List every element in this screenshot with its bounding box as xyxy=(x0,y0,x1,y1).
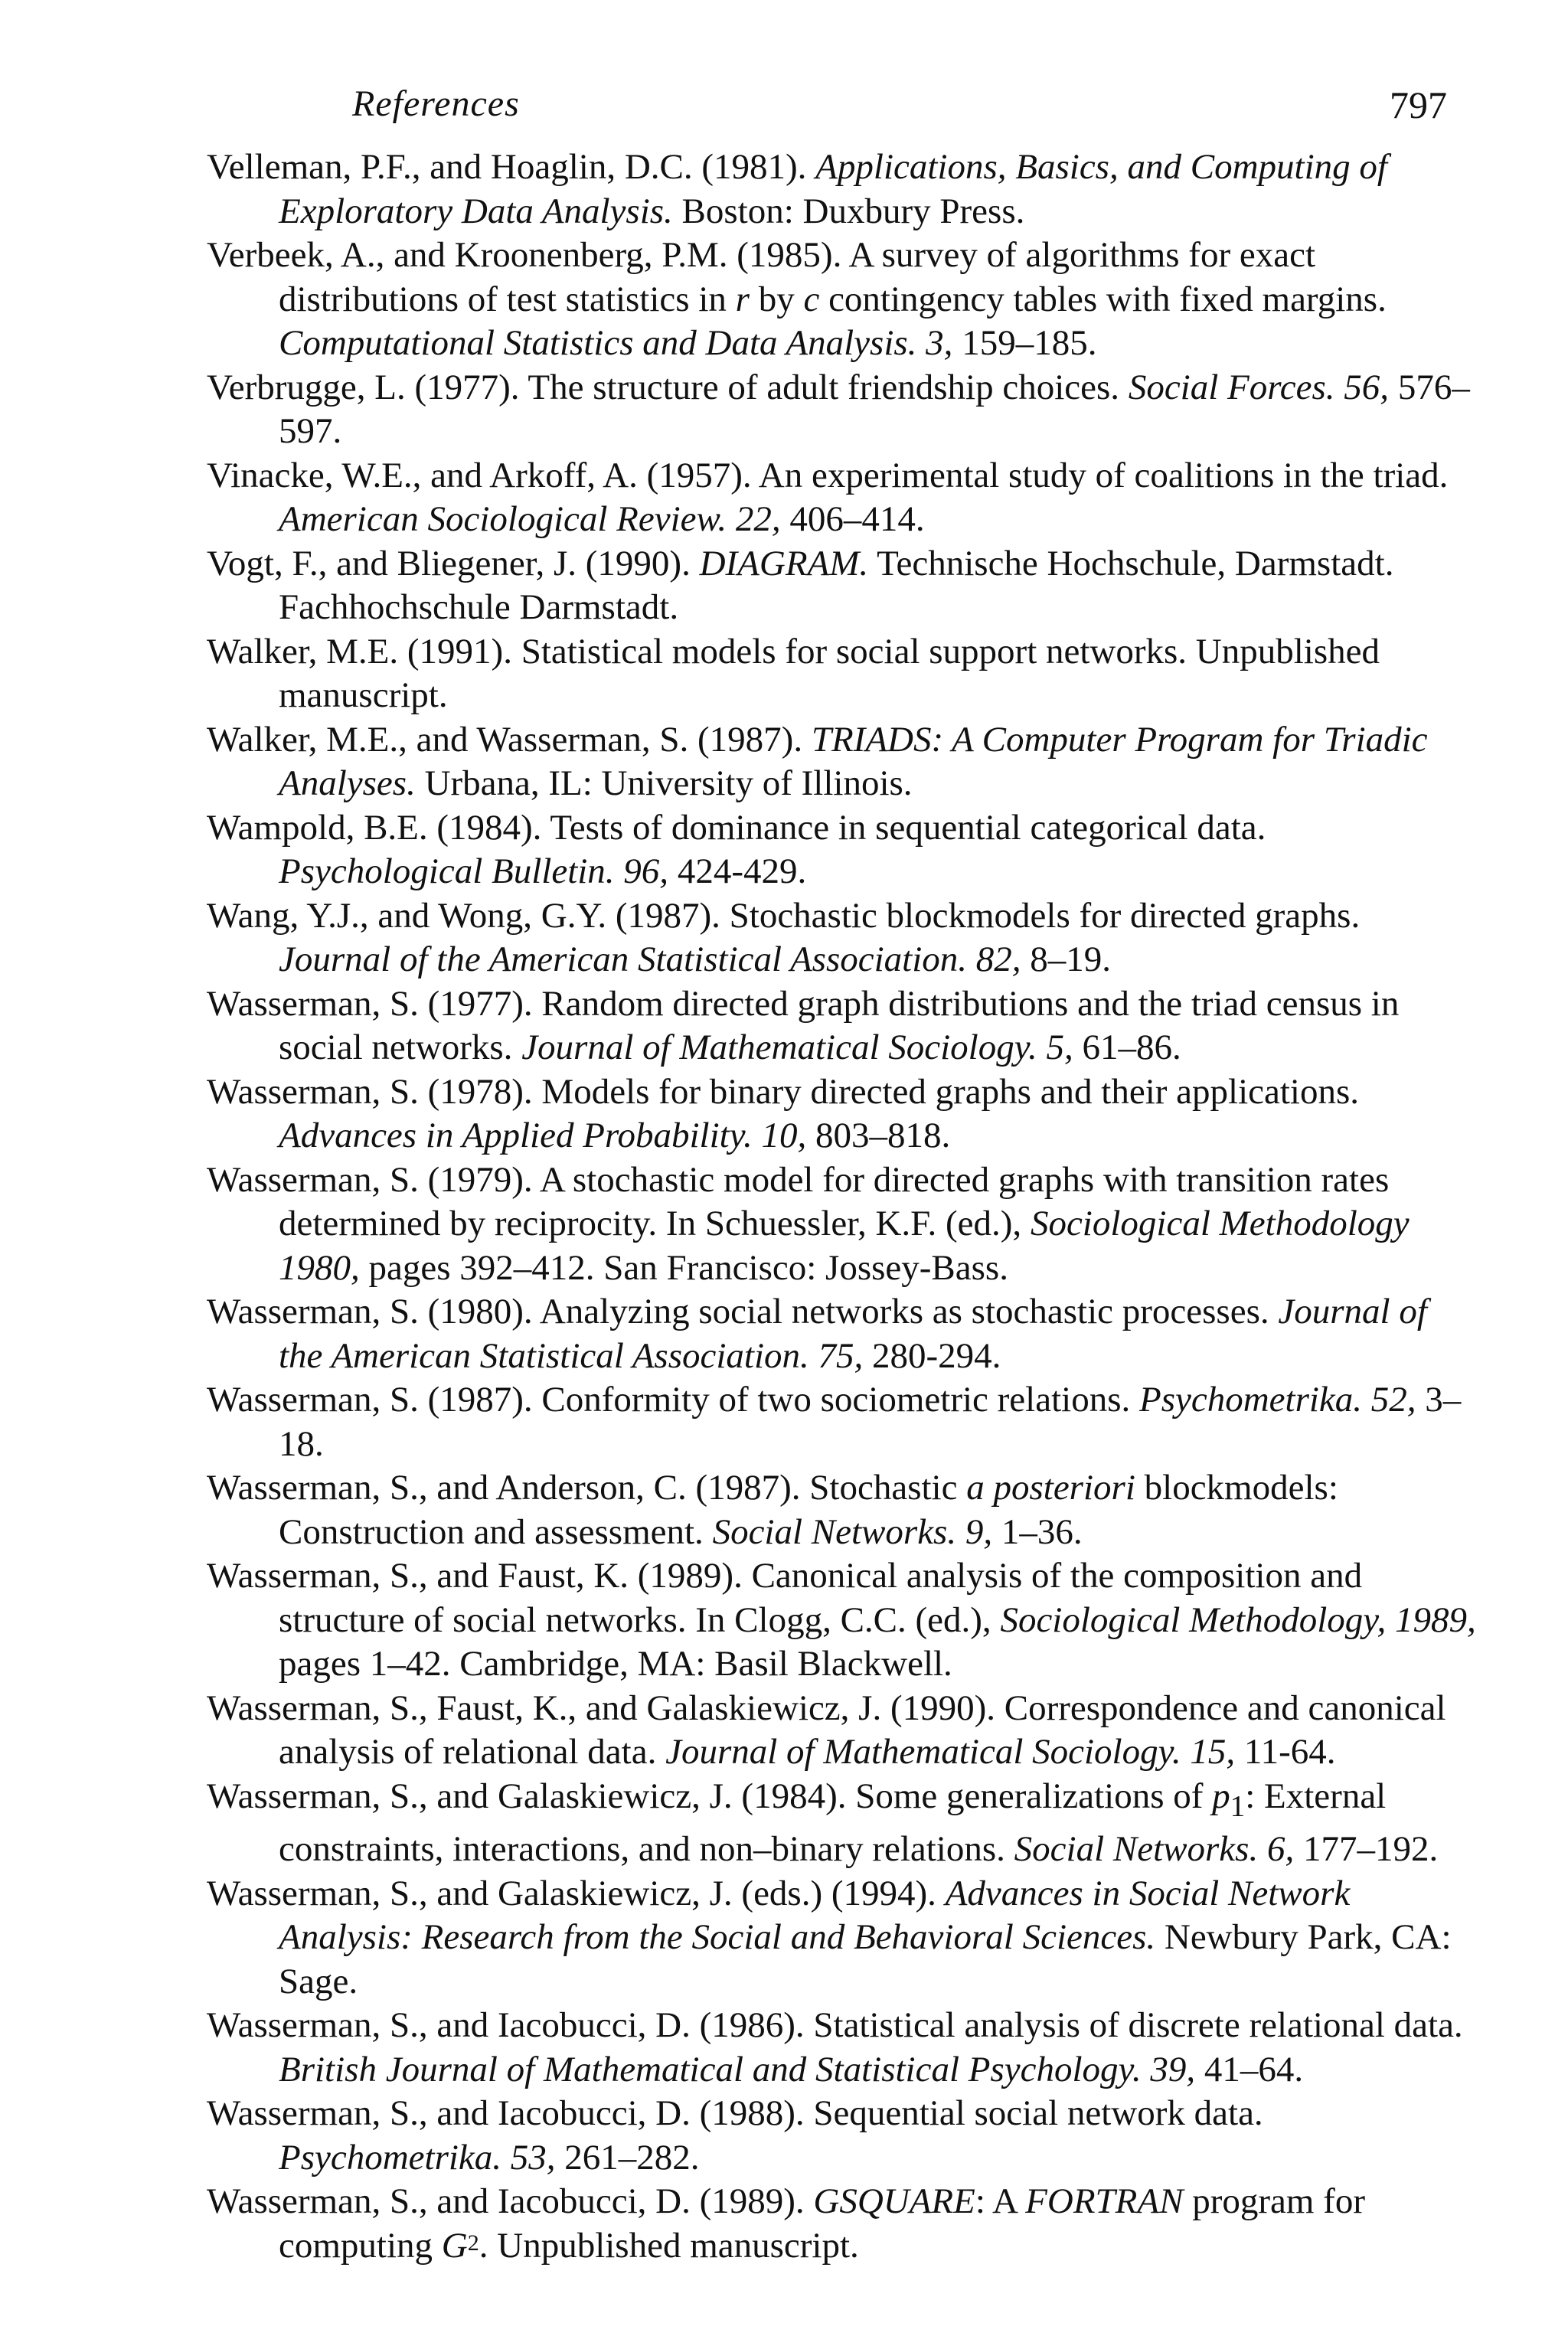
reference-text: 41–64. xyxy=(1195,2049,1304,2089)
reference-italic: British Journal of Mathematical and Statistical Psychology. 39, xyxy=(279,2049,1196,2089)
reference-text: 280-294. xyxy=(863,1335,1001,1376)
reference-italic: Computational Statistics and Data Analysis. 3, xyxy=(279,323,953,363)
reference-italic: DIAGRAM. xyxy=(699,543,869,583)
reference-italic: Journal of Mathematical Sociology. 5, xyxy=(521,1028,1073,1067)
reference-text: 3–18. xyxy=(279,1380,1462,1464)
reference-text: 1–36. xyxy=(992,1511,1083,1552)
reference-italic: a posteriori xyxy=(966,1468,1135,1508)
reference-entry xyxy=(207,1775,1478,1872)
reference-text: 424-429. xyxy=(668,851,807,891)
running-head xyxy=(345,83,1447,136)
reference-text: Vogt, F., and Bliegener, J. (1990). xyxy=(207,543,700,583)
reference-text: Wasserman, S., and Anderson, C. (1987). Stochastic xyxy=(207,1468,967,1508)
reference-text: 177–192. xyxy=(1294,1829,1439,1870)
reference-text: : A xyxy=(975,2181,1026,2222)
reference-text: Wasserman, S., and Galaskiewicz, J. (1984). Some generalizations of xyxy=(207,1776,1213,1816)
reference-subscript: 1 xyxy=(1230,1789,1246,1822)
reference-italic: Advances in Applied Probability. 10, xyxy=(279,1116,807,1155)
reference-italic: Applications, Basics, and Computing of Exploratory Data Analysis. xyxy=(279,147,1387,231)
reference-text: : External constraints, interactions, and non–binary relations. xyxy=(279,1776,1387,1870)
reference-entry xyxy=(207,1872,1478,2004)
reference-text: Technische Hochschule, Darmstadt. Fachhochschule Darmstadt. xyxy=(279,543,1394,627)
reference-text: pages 392–412. San Francisco: Jossey-Bass. xyxy=(359,1247,1008,1288)
reference-entry xyxy=(207,1687,1478,1775)
reference-entry xyxy=(207,542,1478,630)
reference-italic: Sociological Methodology, 1989, xyxy=(1000,1599,1476,1640)
reference-text: 11-64. xyxy=(1235,1732,1336,1772)
reference-text: Vinacke, W.E., and Arkoff, A. (1957). An experimental study of coalitions in the triad. xyxy=(207,455,1449,495)
reference-text: 576–597. xyxy=(279,367,1470,451)
reference-text: 61–86. xyxy=(1073,1028,1181,1067)
reference-entry xyxy=(207,454,1478,542)
reference-italic: FORTRAN xyxy=(1025,2181,1184,2222)
reference-text: program for computing xyxy=(279,2181,1365,2266)
reference-text: pages 1–42. Cambridge, MA: Basil Blackwell. xyxy=(279,1644,952,1684)
reference-text: blockmodels: Construction and assessment. xyxy=(279,1468,1338,1552)
running-title: References xyxy=(352,83,520,124)
reference-entry xyxy=(207,1290,1478,1378)
reference-italic: Advances in Social Network Analysis: Research from the Social and Behavioral Sciences. xyxy=(279,1873,1351,1958)
reference-text: Urbana, IL: University of Illinois. xyxy=(415,763,913,803)
reference-text: 803–818. xyxy=(806,1116,951,1155)
reference-italic: r xyxy=(735,279,750,319)
reference-italic: Journal of the American Statistical Association. 82, xyxy=(279,939,1021,979)
reference-entry xyxy=(207,894,1478,982)
reference-text: Verbrugge, L. (1977). The structure of adult friendship choices. xyxy=(207,367,1129,407)
reference-italic: c xyxy=(803,279,820,319)
reference-italic: Social Networks. 9, xyxy=(712,1511,993,1552)
reference-italic: American Sociological Review. 22, xyxy=(279,499,781,539)
page-number: 797 xyxy=(1390,83,1447,126)
reference-entry xyxy=(207,718,1478,806)
reference-italic: p xyxy=(1212,1776,1230,1816)
reference-italic: G xyxy=(441,2225,468,2266)
reference-text: 8–19. xyxy=(1021,939,1112,979)
reference-text: Wasserman, S., and Iacobucci, D. (1989). xyxy=(207,2181,814,2222)
reference-text: Walker, M.E., and Wasserman, S. (1987). xyxy=(207,719,812,760)
reference-text: Walker, M.E. (1991). Statistical models for social support networks. Unpublished manuscript. xyxy=(207,631,1380,715)
reference-entry xyxy=(207,1378,1478,1466)
reference-entry xyxy=(207,1554,1478,1687)
reference-text: Wasserman, S. (1980). Analyzing social networks as stochastic processes. xyxy=(207,1292,1279,1331)
reference-text: contingency tables with fixed margins. xyxy=(819,279,1387,319)
reference-entry xyxy=(207,2092,1478,2180)
reference-italic: Psychometrika. 52, xyxy=(1138,1380,1416,1420)
reference-text: Wasserman, S. (1977). Random directed graph distributions and the triad census in social networks. xyxy=(207,983,1400,1067)
reference-text: Wasserman, S., and Iacobucci, D. (1988). Sequential social network data. xyxy=(207,2093,1263,2134)
reference-text: . Unpublished manuscript. xyxy=(479,2225,859,2266)
reference-text: 261–282. xyxy=(555,2137,700,2178)
reference-entry xyxy=(207,1158,1478,1291)
reference-italic: GSQUARE xyxy=(813,2181,975,2222)
reference-text: Boston: Duxbury Press. xyxy=(672,191,1025,231)
reference-text: Wasserman, S., and Iacobucci, D. (1986). Statistical analysis of discrete relational data. xyxy=(207,2005,1463,2046)
reference-superscript: 2 xyxy=(467,2230,479,2256)
reference-text: Wampold, B.E. (1984). Tests of dominance in sequential categorical data. xyxy=(207,807,1266,848)
reference-italic: Psychological Bulletin. 96, xyxy=(279,851,669,891)
reference-italic: Sociological Methodology 1980, xyxy=(279,1204,1410,1288)
reference-italic: Psychometrika. 53, xyxy=(279,2137,556,2178)
reference-entry xyxy=(207,2004,1478,2092)
reference-text: Wasserman, S., and Faust, K. (1989). Canonical analysis of the composition and structure of social networks. In Clogg, C.C. (ed.), xyxy=(207,1556,1363,1640)
reference-entry xyxy=(207,366,1478,454)
reference-entry xyxy=(207,2180,1478,2268)
reference-italic: TRIADS: A Computer Program for Triadic Analyses. xyxy=(279,719,1428,803)
reference-italic: Social Networks. 6, xyxy=(1014,1829,1295,1870)
reference-entry xyxy=(207,806,1478,894)
reference-entry xyxy=(207,145,1478,234)
reference-text: Wasserman, S., and Galaskiewicz, J. (eds.) (1994). xyxy=(207,1873,946,1913)
reference-text: 406–414. xyxy=(780,499,925,539)
reference-text: Wang, Y.J., and Wong, G.Y. (1987). Stochastic blockmodels for directed graphs. xyxy=(207,895,1361,936)
reference-entry xyxy=(207,982,1478,1070)
reference-text: Wasserman, S., Faust, K., and Galaskiewicz, J. (1990). Correspondence and canonical analysis of relational data. xyxy=(207,1687,1446,1772)
reference-text: Wasserman, S. (1987). Conformity of two sociometric relations. xyxy=(207,1380,1139,1420)
reference-list xyxy=(207,145,1478,2268)
reference-text: Newbury Park, CA: Sage. xyxy=(279,1917,1452,2001)
reference-text: Verbeek, A., and Kroonenberg, P.M. (1985). A survey of algorithms for exact distributions of test statistics in xyxy=(207,235,1316,319)
reference-text: 159–185. xyxy=(952,323,1097,363)
reference-text: Wasserman, S. (1979). A stochastic model for directed graphs with transition rates determined by reciprocity. In Schuessler, K.F. (ed.), xyxy=(207,1159,1390,1243)
reference-entry xyxy=(207,1466,1478,1554)
reference-italic: Social Forces. 56, xyxy=(1128,367,1390,407)
reference-italic: Journal of the American Statistical Association. 75, xyxy=(279,1292,1427,1376)
reference-text: Velleman, P.F., and Hoaglin, D.C. (1981). xyxy=(207,147,816,187)
reference-entry xyxy=(207,1070,1478,1158)
reference-italic: Journal of Mathematical Sociology. 15, xyxy=(665,1732,1236,1772)
reference-entry xyxy=(207,234,1478,366)
reference-text: Wasserman, S. (1978). Models for binary directed graphs and their applications. xyxy=(207,1071,1360,1112)
reference-text: by xyxy=(749,279,804,319)
reference-entry xyxy=(207,630,1478,718)
